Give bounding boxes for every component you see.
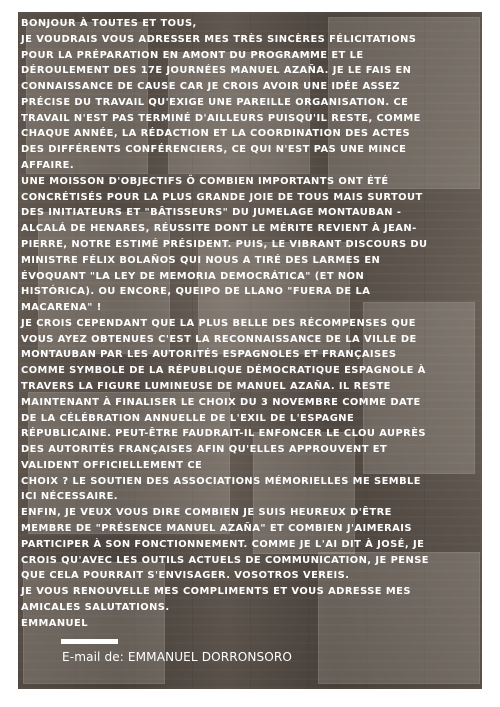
letter-line: DES AUTORITÉS FRANÇAISES AFIN QU'ELLES APPROUVENT ET [21,444,388,456]
letter-line: PRÉCISE DU TRAVAIL QU'EXIGE UNE PAREILLE ORGANISATION. CE [21,96,409,108]
letter-line: VALIDENT OFFICIELLEMENT CE [21,459,203,471]
letter-line: CONCRÉTISÉS POUR LA PLUS GRANDE JOIE DE TOUS MAIS SURTOUT [21,191,423,203]
letter-line: MACARENA" ! [21,302,102,314]
letter-line: DÉROULEMENT DES 17E JOURNÉES MANUEL AZAÑA. JE LE FAIS EN [21,65,412,77]
letter-line: QUE CELA POURRAIT S'ENVISAGER. VOSOTROS VEREIS. [21,570,350,582]
letter-line: MAINTENANT À FINALISER LE CHOIX DU 3 NOVEMBRE COMME DATE [21,396,421,408]
letter-line: HISTÓRICA). OU ENCORE, QUEIPO DE LLANO "FUERA DE LA [21,286,371,298]
letter-line: RÉPUBLICAINE. PEUT-ÊTRE FAUDRAIT-IL ENFONCER LE CLOU AUPRÈS [21,428,426,440]
letter-line: MEMBRE DE "PRÉSENCE MANUEL AZAÑA" ET COMBIEN J'AIMERAIS [21,523,412,534]
letter-line: CROIS QU'AVEC LES OUTILS ACTUELS DE COMMUNICATION, JE PENSE [21,554,429,566]
letter-line: ÉVOQUANT "LA LEY DE MEMORIA DEMOCRÁTICA" (ET NON [21,270,365,282]
letter-line: JE VOUS RENOUVELLE MES COMPLIMENTS ET VOUS ADRESSE MES [21,586,411,598]
letter-line: VOUS AYEZ OBTENUES C'EST LA RECONNAISSANCE DE LA VILLE DE [21,333,417,345]
letter-line: JE CROIS CEPENDANT QUE LA PLUS BELLE DES RÉCOMPENSES QUE [21,317,416,329]
letter-line: ENFIN, JE VEUX VOUS DIRE COMBIEN JE SUIS HEUREUX D'ÊTRE [21,507,392,519]
letter-line: DE LA CÉLÉBRATION ANNUELLE DE L'EXIL DE L'ESPAGNE [21,412,355,424]
letter-line: COMME SYMBOLE DE LA RÉPUBLIQUE DÉMOCRATIQUE ESPAGNOLE À [21,365,426,377]
letter-line: JE VOUDRAIS VOUS ADRESSER MES TRÈS SINCÈRES FÉLICITATIONS [21,33,417,45]
letter-line: CHAQUE ANNÉE, LA RÉDACTION ET LA COORDINATION DES ACTES [21,128,411,140]
letter-line: CONNAISSANCE DE CAUSE CAR JE CROIS AVOIR UNE IDÉE ASSEZ [21,81,401,93]
letter-line: PIERRE, NOTRE ESTIMÉ PRÉSIDENT. PUIS, LE VIBRANT DISCOURS DU [21,238,428,250]
letter-line: POUR LA PRÉPARATION EN AMONT DU PROGRAMME ET LE [21,49,364,61]
letter-line: TRAVAIL N'EST PAS TERMINÉ D'AILLEURS PUISQU'IL RESTE, COMME [21,112,421,124]
letter-line: PARTICIPER À SON FONCTIONNEMENT. COMME JE L'AI DIT À JOSÉ, JE [21,538,425,550]
letter-line: DES INITIATEURS ET "BÂTISSEURS" DU JUMELAGE MONTAUBAN - [21,207,402,219]
letter-line: BONJOUR À TOUTES ET TOUS, [21,18,197,29]
letter-line: DES DIFFÉRENTS CONFÉRENCIERS, CE QUI N'EST PAS UNE MINCE [21,144,407,156]
email-signature: E-mail de: EMMANUEL DORRONSORO [62,650,293,664]
letter-line: TRAVERS LA FIGURE LUMINEUSE DE MANUEL AZAÑA. IL RESTE [21,380,391,392]
letter-line: CHOIX ? LE SOUTIEN DES ASSOCIATIONS MÉMORIELLES ME SEMBLE [21,475,421,487]
letter-line: MINISTRE FÉLIX BOLAÑOS QUI NOUS A TIRÉ DES LARMES EN [21,254,381,266]
letter-line: MONTAUBAN PAR LES AUTORITÉS ESPAGNOLES ET FRANÇAISES [21,349,397,361]
divider [61,639,118,644]
letter-line: ICI NÉCESSAIRE. [21,491,118,503]
letter-body [18,16,482,631]
letter-line: AFFAIRE. [21,160,75,172]
letter-line: ALCALÁ DE HENARES, RÉUSSITE DONT LE MÉRITE REVIENT À JEAN- [21,223,417,235]
letter-line: EMMANUEL [21,617,88,629]
letter-line: AMICALES SALUTATIONS. [21,601,170,613]
letter-card [18,12,482,689]
letter-line: UNE MOISSON D'OBJECTIFS Ô COMBIEN IMPORTANTS ONT ÉTÉ [21,175,389,187]
